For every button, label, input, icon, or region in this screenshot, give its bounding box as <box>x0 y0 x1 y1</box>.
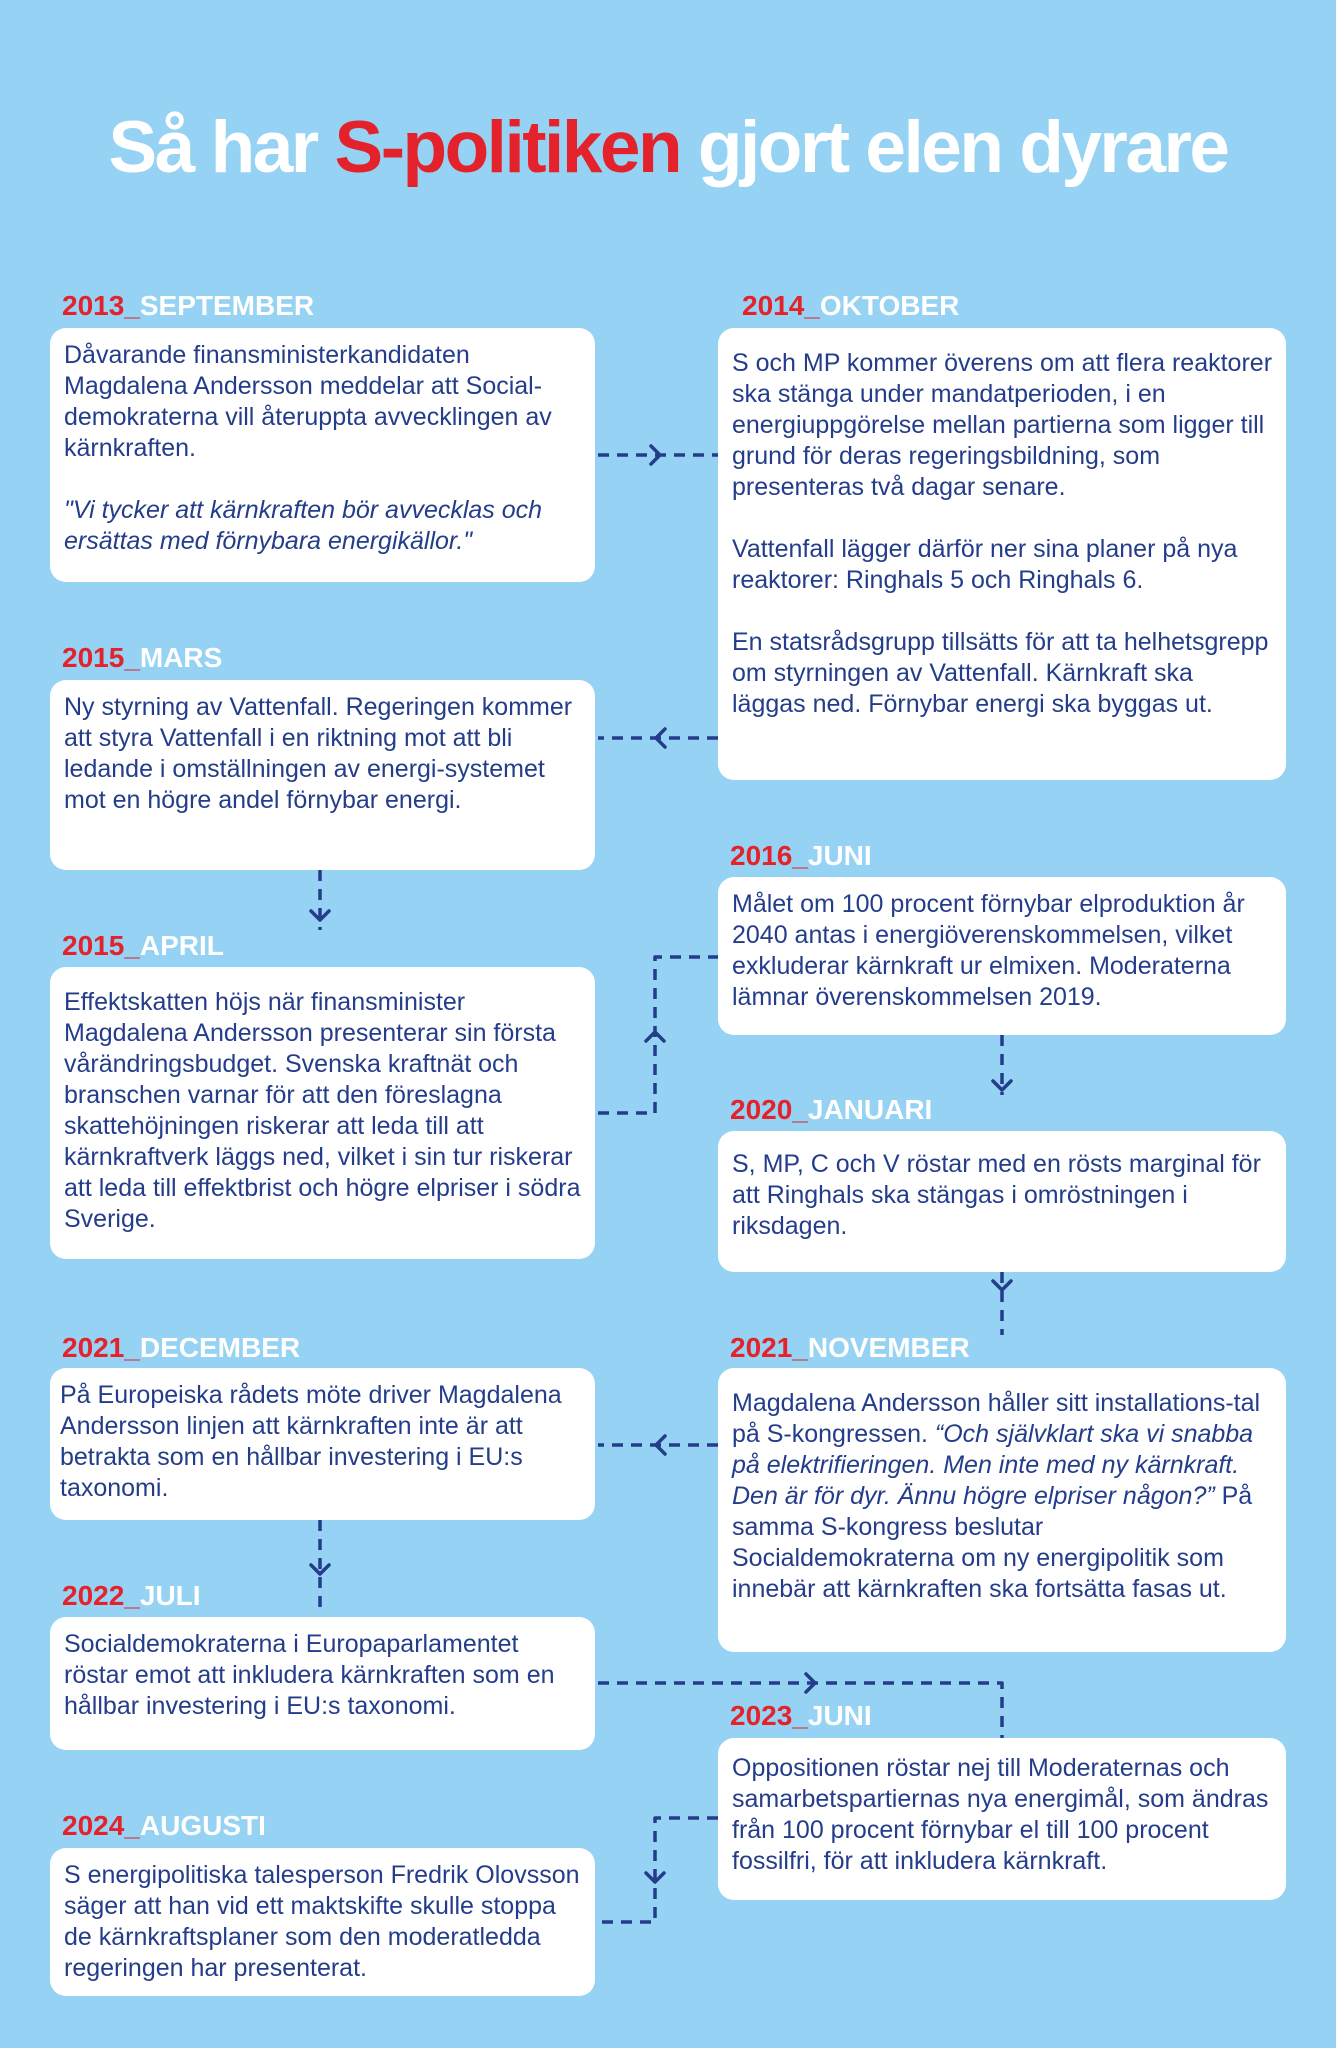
event-quote: “Och självklart ska vi snabba på elektrifieringen. Men inte med ny kärnkraft. Den är för dyr. Ännu högre elpriser någon?” <box>732 1420 1254 1510</box>
title-part-2: gjort elen dyrare <box>680 107 1228 188</box>
event-text: S energipolitiska talesperson Fredrik Olovsson säger att han vid ett maktskifte skulle stoppa de kärnkraftsplaner som den moderatledda regeringen har presenterat. <box>64 1861 580 1982</box>
event-text: S och MP kommer överens om att flera reaktorer ska stänga under mandatperioden, i en energiuppgörelse mellan partierna som ligger till grund för deras regeringsbildning, som presenteras två dagar senare. <box>732 349 1273 501</box>
event-card-2014-oktober <box>718 328 1286 780</box>
event-year: 2014_ <box>742 290 820 321</box>
event-card-2015-april <box>50 967 595 1259</box>
event-text: Socialdemokraterna i Europaparlamentet röstar emot att inkludera kärnkraften som en hållbar investering i EU:s taxonomi. <box>64 1630 555 1720</box>
event-text: En statsrådsgrupp tillsätts för att ta helhetsgrepp om styrningen av Vattenfall. Kärnkraft ska läggas ned. Förnybar energi ska byggas ut. <box>732 628 1269 718</box>
event-month: MARS <box>139 642 223 673</box>
event-label-2021-november <box>730 1332 970 1364</box>
event-text: På Europeiska rådets möte driver Magdalena Andersson linjen att kärnkraften inte är att betrakta som en hållbar investering i EU:s taxonomi. <box>60 1381 562 1502</box>
event-quote: "Vi tycker att kärnkraften bör avvecklas och ersättas med förnybara energikällor." <box>64 496 543 555</box>
event-year: 2021_ <box>62 1332 140 1363</box>
event-label-2015-april <box>62 930 224 962</box>
event-text: Målet om 100 procent förnybar elproduktion år 2040 antas i energiöverenskommelsen, vilket exkluderar kärnkraft ur elmixen. Moderaterna lämnar överenskommelsen 2019. <box>732 890 1245 1011</box>
event-label-2016-juni <box>730 840 872 872</box>
event-card-2013-september <box>50 328 595 582</box>
event-year: 2015_ <box>62 930 140 961</box>
event-year: 2024_ <box>62 1810 140 1841</box>
event-text: Vattenfall lägger därför ner sina planer på nya reaktorer: Ringhals 5 och Ringhals 6. <box>732 535 1238 594</box>
connector-2023-2024 <box>598 1818 718 1922</box>
event-month: JUNI <box>807 1700 872 1731</box>
title-highlight: S-politiken <box>334 107 681 188</box>
event-label-2015-mars <box>62 642 222 674</box>
event-card-2020-januari <box>718 1131 1286 1272</box>
event-month: JUNI <box>807 840 872 871</box>
event-month: AUGUSTI <box>139 1810 266 1841</box>
event-month: NOVEMBER <box>807 1332 970 1363</box>
event-text: Magdalena Andersson håller sitt installations-tal på S-kongressen. <box>732 1389 1261 1448</box>
title-part-1: Så har <box>108 107 335 188</box>
event-year: 2021_ <box>730 1332 808 1363</box>
event-year: 2023_ <box>730 1700 808 1731</box>
event-month: SEPTEMBER <box>139 290 315 321</box>
event-label-2022-juli <box>62 1580 201 1612</box>
event-label-2013-september <box>62 290 314 322</box>
event-year: 2020_ <box>730 1094 808 1125</box>
event-text: Ny styrning av Vattenfall. Regeringen kommer att styra Vattenfall i en riktning mot att bli ledande i omställningen av energi-systemet mot en högre andel förnybar energi. <box>64 693 573 814</box>
event-year: 2016_ <box>730 840 808 871</box>
event-card-2021-november <box>718 1368 1286 1652</box>
event-card-2024-augusti <box>50 1848 595 1996</box>
event-month: JANUARI <box>807 1094 933 1125</box>
event-text: Effektskatten höjs när finansminister Magdalena Andersson presenterar sin första vårändringsbudget. Svenska kraftnät och branschen varnar för att den föreslagna skattehöjningen riskerar att leda till att kärnkraftverk läggs ned, vilket i sin tur riskerar att leda till effektbrist och högre elpriser i södra Sverige. <box>64 988 581 1233</box>
event-card-2022-juli <box>50 1617 595 1750</box>
event-text: S, MP, C och V röstar med en rösts marginal för att Ringhals ska stängas i omröstningen i riksdagen. <box>732 1150 1261 1240</box>
event-label-2021-december <box>62 1332 300 1364</box>
event-month: JULI <box>139 1580 201 1611</box>
event-label-2020-januari <box>730 1094 932 1126</box>
event-card-2016-juni <box>718 877 1286 1035</box>
event-month: DECEMBER <box>139 1332 301 1363</box>
event-text: Oppositionen röstar nej till Moderaternas och samarbetspartiernas nya energimål, som ändras från 100 procent förnybar el till 100 procent fossilfri, för att inkludera kärnkraft. <box>732 1754 1269 1875</box>
event-card-2021-december <box>50 1368 595 1520</box>
event-card-2015-mars <box>50 680 595 870</box>
event-month: OKTOBER <box>819 290 960 321</box>
event-month: APRIL <box>139 930 224 961</box>
event-year: 2015_ <box>62 642 140 673</box>
event-label-2024-augusti <box>62 1810 266 1842</box>
event-text: Dåvarande finansministerkandidaten Magdalena Andersson meddelar att Social-demokraterna vill återuppta avvecklingen av kärnkraften. <box>64 341 552 462</box>
event-text: På samma S-kongress beslutar Socialdemokraterna om ny energipolitik som innebär att kärnkraften ska fortsätta fasas ut. <box>732 1482 1253 1603</box>
event-card-2023-juni <box>718 1738 1286 1900</box>
event-year: 2013_ <box>62 290 140 321</box>
event-label-2023-juni <box>730 1700 872 1732</box>
event-year: 2022_ <box>62 1580 140 1611</box>
event-label-2014-oktober <box>742 290 959 322</box>
